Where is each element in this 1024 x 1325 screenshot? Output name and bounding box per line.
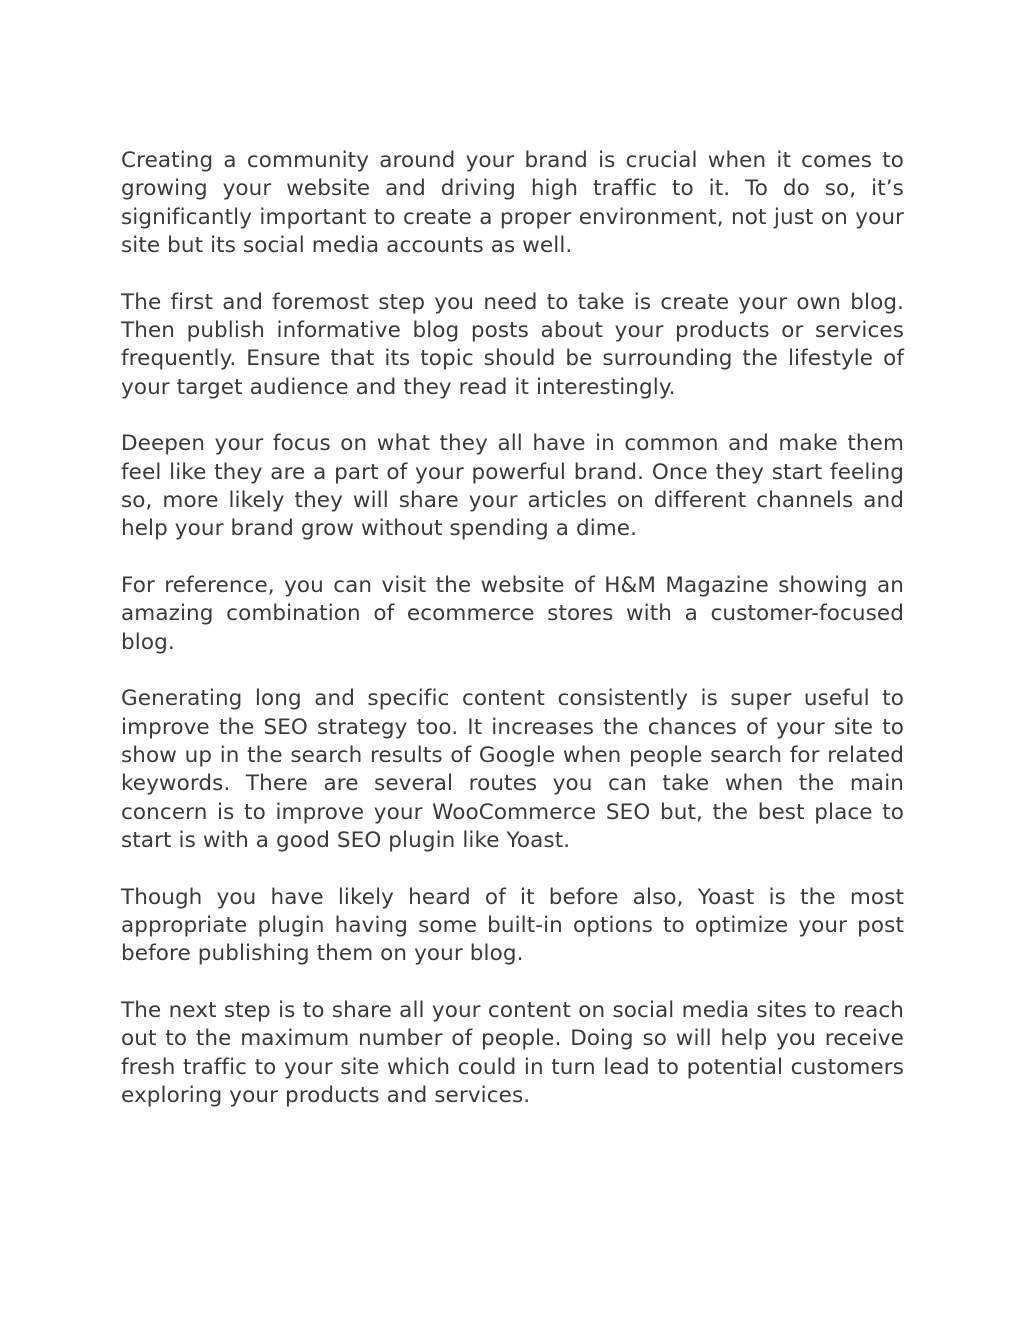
paragraph-social: The next step is to share all your content on social media sites to reach out to the maximum number of people. Doing so will help you receive fresh traffic to your site which could in turn lead to potential customers exploring your products and services. bbox=[121, 997, 904, 1108]
paragraph-yoast: Though you have likely heard of it before also, Yoast is the most appropriate plugin having some built-in options to optimize your post before publishing them on your blog. bbox=[121, 884, 904, 967]
paragraph-reference: For reference, you can visit the website of H&M Magazine showing an amazing combination of ecommerce stores with a customer-focused blog. bbox=[121, 572, 904, 655]
paragraph-focus: Deepen your focus on what they all have in common and make them feel like they are a part of your powerful brand. Once they start feeling so, more likely they will share your articles on different channels and help your brand grow without spending a dime. bbox=[121, 431, 904, 542]
paragraph-community: Creating a community around your brand is crucial when it comes to growing your website and driving high traffic to it. To do so, it’s significantly important to create a proper environment, not just on your site but its social media accounts as well. bbox=[121, 148, 904, 259]
paragraph-seo: Generating long and specific content consistently is super useful to improve the SEO strategy too. It increases the chances of your site to show up in the search results of Google when people search for related keywords. There are several routes you can take when the main concern is to improve your WooCommerce SEO but, the best place to start is with a good SEO plugin like Yoast. bbox=[121, 686, 904, 854]
paragraph-blog: The first and foremost step you need to take is create your own blog. Then publish informative blog posts about your products or services frequently. Ensure that its topic should be surrounding the lifestyle of your target audience and they read it interestingly. bbox=[121, 289, 904, 400]
document-page bbox=[121, 147, 904, 1138]
